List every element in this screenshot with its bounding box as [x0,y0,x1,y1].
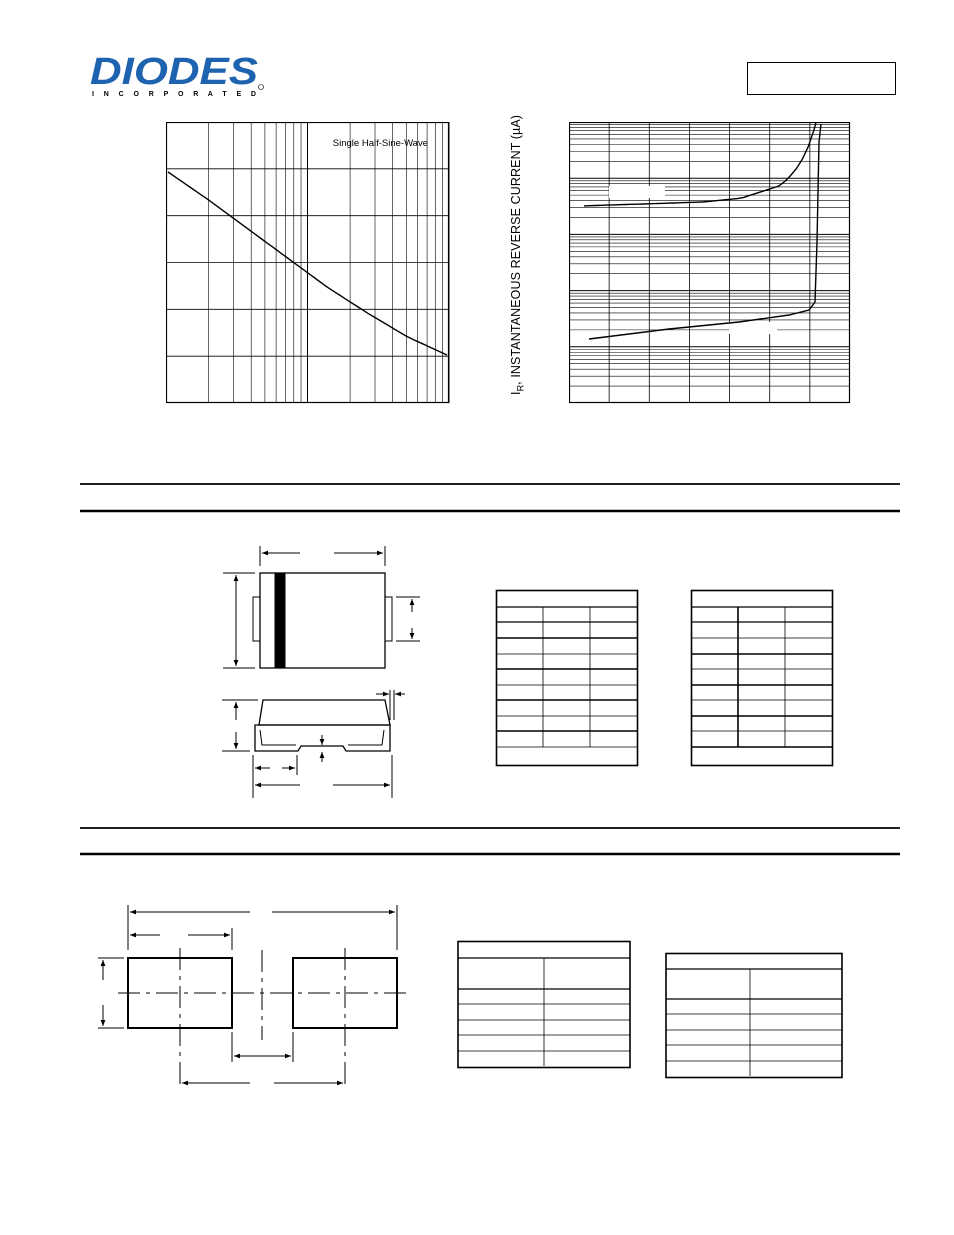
package-side-top [259,700,390,725]
brand-subline: I N C O R P O R A T E D [92,91,256,98]
package-outline-drawing [210,540,420,802]
lead-right-top [385,597,392,641]
pad-layout-drawing [95,900,415,1095]
dimension-table-1 [495,589,640,768]
pad-table-2 [664,952,844,1080]
lead-left-top [253,597,260,641]
cathode-band [275,573,285,668]
chart-right-ylabel: $I_R$, INSTANTANEOUS REVERSE CURRENT (µA) [509,114,526,395]
brand-wordmark: DIODES [90,51,258,93]
dimension-table-2 [690,589,835,768]
chart-left-annotation: Single Half-Sine-Wave [332,138,428,149]
pad-table-1 [456,940,632,1070]
